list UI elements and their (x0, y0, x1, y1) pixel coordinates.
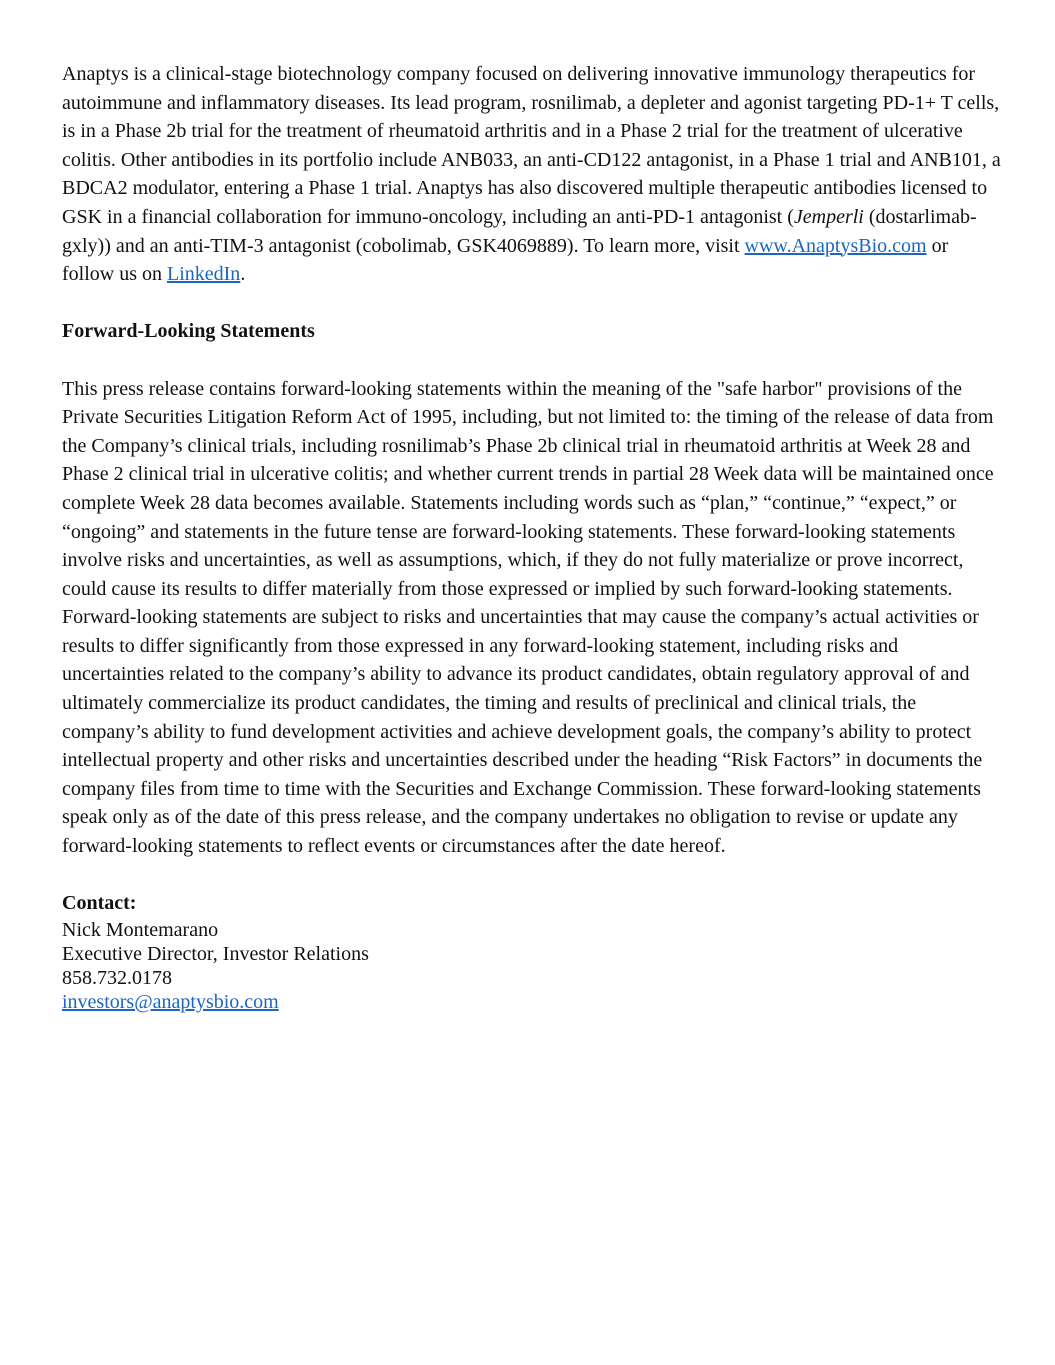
about-text-part2: (dostarlimab-gxly)) and an anti-TIM-3 antagonist (cobolimab, GSK4069889). To learn more, visit (62, 205, 977, 257)
about-text-part4: . (240, 263, 246, 286)
about-text-part1: Anaptys is a clinical-stage biotechnology company focused on delivering innovative immunology therapeutics for autoimmune and inflammatory diseases. Its lead program, rosnilimab, a depleter and agonist targeting PD-1+ T cells, is in a Phase 2b trial for the treatment of rheumatoid arthritis and in a Phase 2 trial for the treatment of ulcerative colitis. Other antibodies in its portfolio include ANB033, an anti-CD122 antagonist, in a Phase 1 trial and ANB101, a BDCA2 modulator, entering a Phase 1 trial. Anaptys has also discovered multiple therapeutic antibodies licensed to GSK in a financial collaboration for immuno-oncology, including an anti-PD-1 antagonist ( (62, 63, 1001, 228)
press-release-page (62, 60, 1002, 1014)
contact-phone: 858.732.0178 (62, 966, 172, 989)
forward-looking-paragraph: This press release contains forward-looking statements within the meaning of the "safe harbor" provisions of the Private Securities Litigation Reform Act of 1995, including, but not limited to: the timing of the release of data from the Company’s clinical trials, including rosnilimab’s Phase 2b clinical trial in rheumatoid arthritis at Week 28 and Phase 2 clinical trial in ulcerative colitis; and whether current trends in partial 28 Week data will be maintained once complete Week 28 data becomes available. Statements including words such as “plan,” “continue,” “expect,” or “ongoing” and statements in the future tense are forward-looking statements. These forward-looking statements involve risks and uncertainties, as well as assumptions, which, if they do not fully materialize or prove incorrect, could cause its results to differ materially from those expressed or implied by such forward-looking statements. Forward-looking statements are subject to risks and uncertainties that may cause the company’s actual activities or results to differ significantly from those expressed in any forward-looking statement, including risks and uncertainties related to the company’s ability to advance its product candidates, obtain regulatory approval of and ultimately commercialize its product candidates, the timing and results of preclinical and clinical trials, the company’s ability to fund development activities and achieve development goals, the company’s ability to protect intellectual property and other risks and uncertainties described under the heading “Risk Factors” in documents the company files from time to time with the Securities and Exchange Commission. These forward-looking statements speak only as of the date of this press release, and the company undertakes no obligation to revise or update any forward-looking statements to reflect events or circumstances after the date hereof. (62, 377, 994, 858)
contact-label: Contact: (62, 892, 137, 915)
linkedin-link[interactable]: LinkedIn (167, 263, 241, 286)
jemperli-brand-name: Jemperli (793, 205, 864, 228)
contact-email-link[interactable]: investors@anaptysbio.com (62, 990, 279, 1013)
contact-block (62, 889, 1002, 1014)
contact-title: Executive Director, Investor Relations (62, 942, 369, 965)
about-paragraph (62, 60, 1002, 289)
website-link[interactable]: www.AnaptysBio.com (744, 234, 927, 257)
about-text-part3: or follow us on (62, 234, 949, 286)
contact-name: Nick Montemarano (62, 918, 219, 941)
forward-looking-heading: Forward-Looking Statements (62, 320, 315, 343)
